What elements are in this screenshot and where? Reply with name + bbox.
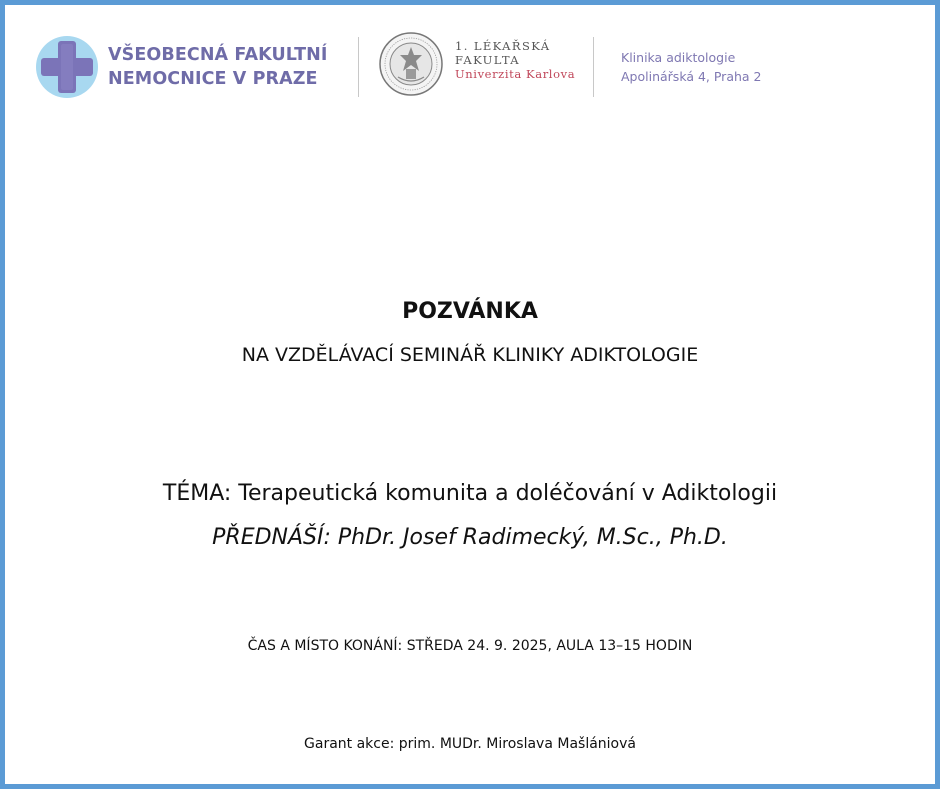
university-seal-icon: [378, 31, 444, 97]
header: [31, 27, 911, 107]
hospital-name: [108, 43, 328, 91]
invitation-title: POZVÁNKA: [402, 299, 538, 324]
invitation-subtitle: NA VZDĚLÁVACÍ SEMINÁŘ KLINIKY ADIKTOLOGIE: [241, 344, 699, 366]
header-divider: [593, 37, 594, 97]
clinic-address: Apolinářská 4, Praha 2: [621, 69, 762, 84]
university-name: Univerzita Karlova: [455, 67, 576, 81]
time-and-place: ČAS A MÍSTO KONÁNÍ: STŘEDA 24. 9. 2025, AULA 13–15 HODIN: [247, 638, 693, 654]
faculty-name-line1: 1. LÉKAŘSKÁ: [455, 39, 551, 53]
hospital-name-line1: VŠEOBECNÁ FAKULTNÍ: [108, 45, 328, 65]
event-guarantor: Garant akce: prim. MUDr. Miroslava Mašlániová: [304, 736, 636, 752]
clinic-name: Klinika adiktologie: [621, 50, 736, 65]
seminar-speaker: PŘEDNÁŠÍ: PhDr. Josef Radimecký, M.Sc., Ph.D.: [212, 525, 728, 550]
faculty-name: [455, 39, 575, 81]
clinic-info: [621, 48, 762, 86]
hospital-name-line2: NEMOCNICE V PRAZE: [108, 69, 318, 89]
header-divider: [358, 37, 359, 97]
medical-cross-icon: [35, 35, 99, 99]
seminar-topic: TÉMA: Terapeutická komunita a doléčování v Adiktologii: [162, 481, 778, 506]
faculty-name-line2: FAKULTA: [455, 53, 521, 67]
